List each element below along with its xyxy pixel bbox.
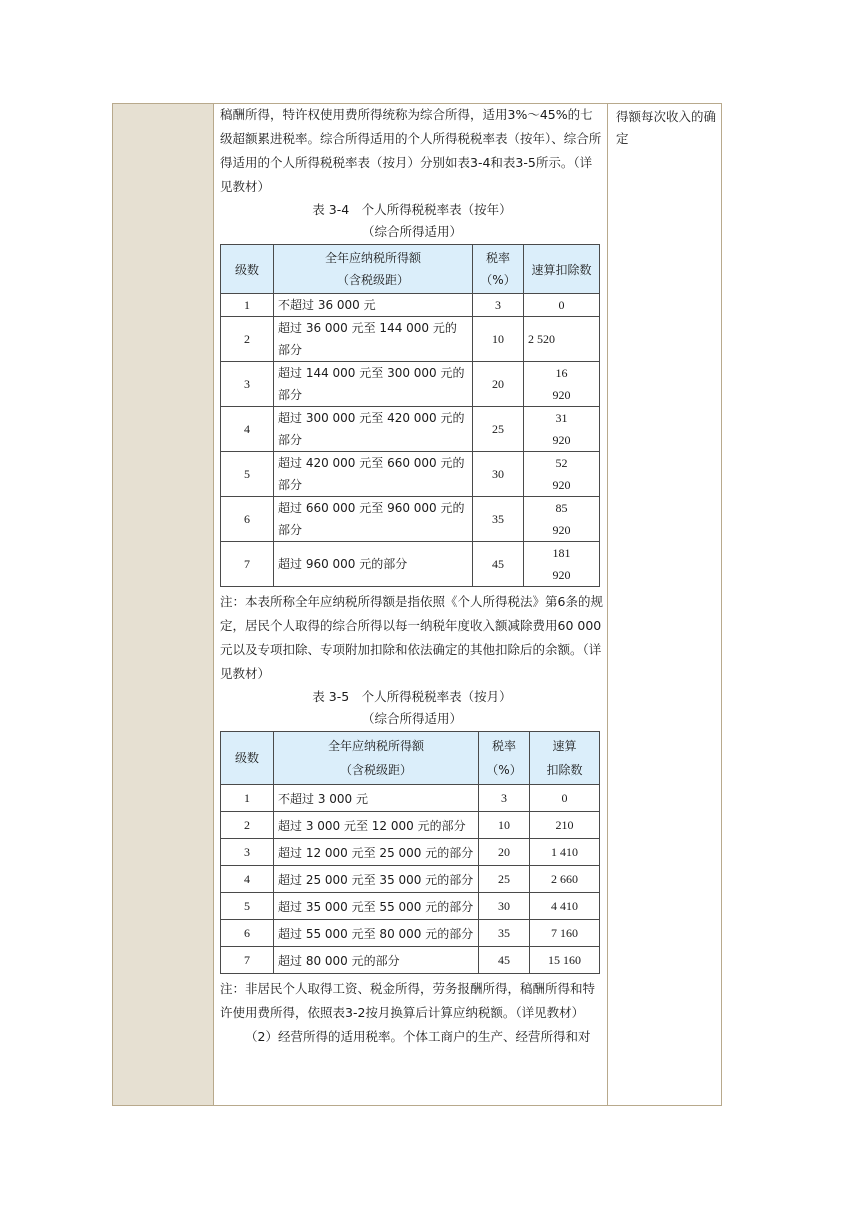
header-range-line2: （含税级距）	[336, 273, 409, 287]
intro-paragraph: 稿酬所得，特许权使用费所得统称为综合所得，适用3%～45%的七级超额累进税率。综合所得适用的个人所得税税率表（按年）、综合所得适用的个人所得税税率表（按月）分别如表3-4和表3-5所示。（详见教材）	[220, 107, 602, 194]
table1-body	[221, 294, 600, 587]
table-row	[221, 294, 600, 317]
cell-deduct-line1: 0	[558, 298, 565, 312]
cell-deduct	[524, 452, 600, 497]
cell-range: 超过 3 000 元至 12 000 元的部分	[274, 812, 479, 839]
header-range-line2: （含税级距）	[339, 763, 412, 777]
cell-rate: 3	[473, 294, 524, 317]
cell-level: 5	[221, 893, 274, 920]
cell-range-line2: 部分	[278, 388, 303, 402]
cell-rate: 10	[479, 812, 530, 839]
cell-deduct: 2 660	[530, 866, 600, 893]
cell-level: 3	[221, 839, 274, 866]
cell-range	[274, 294, 473, 317]
side-note: 得额每次收入的确定	[616, 109, 717, 146]
cell-rate: 35	[473, 497, 524, 542]
table-row	[221, 785, 600, 812]
table-row	[221, 839, 600, 866]
cell-deduct-line2: 920	[552, 568, 571, 582]
header-level: 级数	[221, 732, 274, 785]
cell-range-line1: 超过 960 000 元的部分	[278, 557, 408, 571]
cell-level: 5	[221, 452, 274, 497]
cell-range	[274, 542, 473, 587]
annual-tax-rate-table	[220, 244, 600, 587]
cell-deduct: 4 410	[530, 893, 600, 920]
cell-deduct: 15 160	[530, 947, 600, 974]
cell-level: 3	[221, 362, 274, 407]
main-content	[220, 104, 604, 1049]
cell-rate: 25	[479, 866, 530, 893]
cell-range-line1: 不超过 36 000 元	[278, 298, 376, 312]
cell-range	[274, 362, 473, 407]
header-rate-line1: 税率	[485, 251, 510, 265]
cell-deduct	[524, 497, 600, 542]
right-column	[607, 104, 722, 1105]
cell-rate: 20	[479, 839, 530, 866]
cell-deduct	[524, 317, 600, 362]
table2-body	[221, 785, 600, 974]
cell-range-line1: 超过 660 000 元至 960 000 元的	[278, 501, 465, 515]
table-row	[221, 407, 600, 452]
table2-subcaption: （综合所得适用）	[361, 711, 462, 726]
table-row	[221, 497, 600, 542]
cell-range: 超过 80 000 元的部分	[274, 947, 479, 974]
cell-deduct-line1: 16	[555, 366, 568, 380]
cell-level: 4	[221, 866, 274, 893]
table1-caption: 表 3-4 个人所得税税率表（按年）	[312, 202, 512, 217]
cell-level: 6	[221, 920, 274, 947]
cell-rate: 20	[473, 362, 524, 407]
cell-deduct-line2: 920	[552, 433, 571, 447]
cell-deduct: 1 410	[530, 839, 600, 866]
cell-deduct: 7 160	[530, 920, 600, 947]
cell-rate: 25	[473, 407, 524, 452]
header-range	[274, 732, 479, 785]
header-deduct-line2: 扣除数	[546, 763, 583, 777]
cell-deduct-line2: 920	[552, 388, 571, 402]
cell-range-line2: 部分	[278, 433, 303, 447]
cell-deduct	[524, 294, 600, 317]
cell-deduct: 210	[530, 812, 600, 839]
cell-range-line1: 超过 36 000 元至 144 000 元的	[278, 321, 457, 335]
left-column	[113, 104, 214, 1105]
cell-level: 1	[221, 785, 274, 812]
table1-note: 注：本表所称全年应纳税所得额是指依照《个人所得税法》第6条的规定，居民个人取得的综合所得以每一纳税年度收入额减除费用60 000元以及专项扣除、专项附加扣除和依法确定的其他扣除后的余额。（详见教材）	[220, 594, 603, 681]
cell-rate: 35	[479, 920, 530, 947]
cell-deduct	[524, 407, 600, 452]
cell-range: 不超过 3 000 元	[274, 785, 479, 812]
cell-level: 2	[221, 317, 274, 362]
cell-range-line1: 超过 300 000 元至 420 000 元的	[278, 411, 465, 425]
cell-range: 超过 12 000 元至 25 000 元的部分	[274, 839, 479, 866]
header-rate-line1: 税率	[491, 739, 516, 753]
cell-deduct-line1: 181	[552, 546, 571, 560]
cell-range-line2: 部分	[278, 523, 303, 537]
header-deduct: 速算扣除数	[524, 245, 600, 294]
cell-range-line2: 部分	[278, 343, 303, 357]
cell-deduct-line1: 52	[555, 456, 568, 470]
cell-range: 超过 55 000 元至 80 000 元的部分	[274, 920, 479, 947]
header-rate	[479, 732, 530, 785]
header-range	[274, 245, 473, 294]
table-row	[221, 866, 600, 893]
header-level: 级数	[221, 245, 274, 294]
cell-rate: 45	[479, 947, 530, 974]
header-deduct	[530, 732, 600, 785]
header-rate	[473, 245, 524, 294]
cell-deduct-line2: 920	[552, 523, 571, 537]
cell-rate: 45	[473, 542, 524, 587]
cell-rate: 30	[473, 452, 524, 497]
cell-level: 6	[221, 497, 274, 542]
monthly-tax-rate-table	[220, 731, 600, 974]
cell-deduct-line2: 920	[552, 478, 571, 492]
cell-range-line2: 部分	[278, 478, 303, 492]
cell-range	[274, 317, 473, 362]
cell-rate: 3	[479, 785, 530, 812]
header-rate-line2: （%）	[480, 273, 516, 287]
cell-range: 超过 35 000 元至 55 000 元的部分	[274, 893, 479, 920]
header-deduct-line1: 速算	[552, 739, 577, 753]
cell-level: 1	[221, 294, 274, 317]
header-range-line1: 全年应纳税所得额	[324, 251, 421, 265]
cell-deduct: 0	[530, 785, 600, 812]
table-row	[221, 812, 600, 839]
cell-level: 2	[221, 812, 274, 839]
table2-caption: 表 3-5 个人所得税税率表（按月）	[312, 689, 512, 704]
cell-range	[274, 407, 473, 452]
table-row	[221, 947, 600, 974]
cell-range: 超过 25 000 元至 35 000 元的部分	[274, 866, 479, 893]
table-row	[221, 542, 600, 587]
cell-range-line1: 超过 144 000 元至 300 000 元的	[278, 366, 465, 380]
table-row	[221, 893, 600, 920]
table-row	[221, 362, 600, 407]
cell-level: 7	[221, 542, 274, 587]
cell-range	[274, 452, 473, 497]
table-row	[221, 452, 600, 497]
table1-subcaption: （综合所得适用）	[361, 224, 462, 239]
cell-range	[274, 497, 473, 542]
table-row	[221, 920, 600, 947]
cell-level: 7	[221, 947, 274, 974]
cell-rate: 30	[479, 893, 530, 920]
header-rate-line2: （%）	[486, 763, 522, 777]
cell-deduct-line1: 31	[555, 411, 568, 425]
business-income-paragraph: （2）经营所得的适用税率。个体工商户的生产、经营所得和对	[245, 1029, 591, 1044]
table2-note: 注：非居民个人取得工资、税金所得，劳务报酬所得，稿酬所得和特许使用费所得，依照表3-2按月换算后计算应纳税额。（详见教材）	[220, 981, 596, 1020]
cell-level: 4	[221, 407, 274, 452]
cell-deduct-line1: 2 520	[528, 332, 555, 346]
cell-range-line1: 超过 420 000 元至 660 000 元的	[278, 456, 465, 470]
table-row	[221, 317, 600, 362]
header-range-line1: 全年应纳税所得额	[327, 739, 424, 753]
cell-deduct	[524, 542, 600, 587]
cell-rate: 10	[473, 317, 524, 362]
cell-deduct-line1: 85	[555, 501, 568, 515]
table-header-row	[221, 732, 600, 785]
document-frame	[112, 103, 722, 1106]
cell-deduct	[524, 362, 600, 407]
table-header-row	[221, 245, 600, 294]
